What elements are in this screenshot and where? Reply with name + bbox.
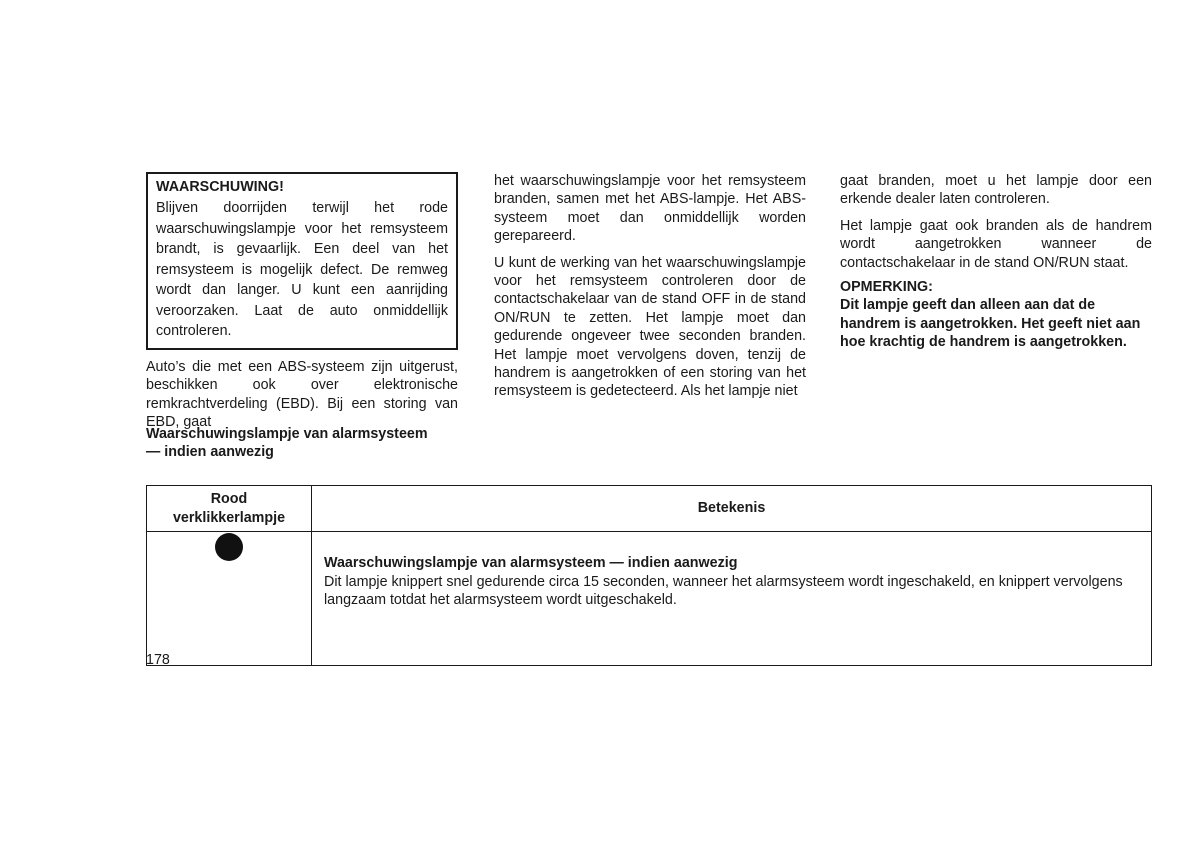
indicator-cell [147,532,312,666]
meaning-text: Dit lampje knippert snel gedurende circa 15 seconden, wanneer het alarmsysteem wordt ingeschakeld, en knippert vervolgens langzaam totdat het alarmsysteem wordt uitgeschakeld. [324,573,1123,608]
table-row [147,532,1152,666]
column-3-paragraph-2: Het lampje gaat ook branden als de handrem wordt aangetrokken wanneer de contactschakelaar in de stand ON/RUN staat. [840,217,1152,271]
column-1-paragraph: Auto’s die met een ABS-systeem zijn uitgerust, beschikken ook over elektronische remkrachtverdeling (EBD). Bij een storing van EBD, gaat [146,358,458,431]
note-title: OPMERKING: [840,279,933,296]
table-header-meaning: Betekenis [312,486,1152,532]
header-indicator-line-2: verklikkerlampje [172,509,286,526]
section-heading-line-2: — indien aanwezig [146,444,274,460]
note-text: Dit lampje geeft dan alleen aan dat de handrem is aangetrokken. Het geeft niet aan hoe krachtig de handrem is aangetrokken. [840,297,1141,351]
section-heading [146,425,466,461]
header-indicator-line-1: Rood [210,491,248,507]
warning-text: Blijven doorrijden terwijl het rode waarschuwingslampje voor het remsysteem brandt, is gevaarlijk. Een deel van het remsysteem is mogelijk defect. De remweg wordt dan langer. U kunt een aanrijding veroorzaken. Laat de auto onmiddellijk controleren. [156,200,448,340]
column-2-paragraph-1: het waarschuwingslampje voor het remsysteem branden, samen met het ABS-lampje. Het ABS-systeem moet dan onmiddellijk worden gerepareerd. [494,173,806,245]
table-header-row [147,486,1152,532]
column-2 [494,172,806,401]
filled-circle-icon [215,533,243,561]
warning-box [146,172,458,350]
column-3-paragraph-1: gaat branden, moet u het lampje door een erkende dealer laten controleren. [840,173,1152,208]
meaning-cell [312,532,1152,666]
meaning-title: Waarschuwingslampje van alarmsysteem — indien aanwezig [324,555,738,571]
column-3 [840,172,1152,352]
column-1 [146,172,458,432]
table-header-indicator [147,486,312,532]
section-heading-line-1: Waarschuwingslampje van alarmsysteem [146,426,428,442]
warning-title: WAARSCHUWING! [156,179,284,195]
page-number: 178 [146,652,170,668]
indicator-table [146,485,1152,666]
column-2-paragraph-2: U kunt de werking van het waarschuwingslampje voor het remsysteem controleren door de contactschakelaar van de stand OFF in de stand ON/RUN te zetten. Het lampje moet dan gedurende ongeveer twee seconden branden. Het lampje moet vervolgens doven, tenzij de handrem is aangetrokken of een storing van het remsysteem is gedetecteerd. Als het lampje niet [494,254,806,400]
